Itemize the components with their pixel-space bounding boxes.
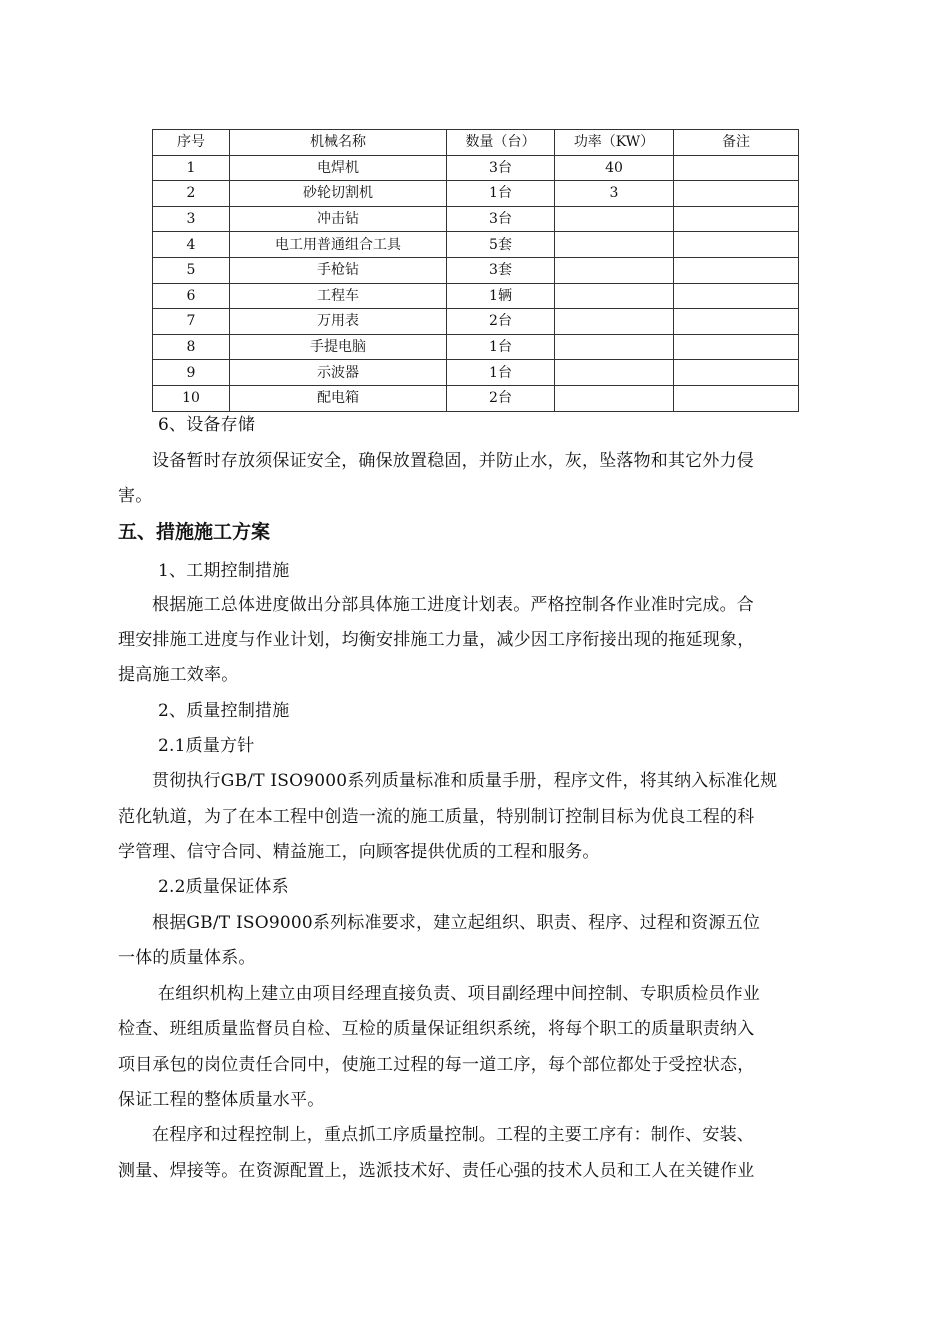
row-quantity: 1台 xyxy=(447,360,555,386)
row-index: 4 xyxy=(153,232,230,258)
subsection-title-schedule: 1、工期控制措施 xyxy=(158,561,290,581)
row-quantity: 5套 xyxy=(447,232,555,258)
paragraph-line: 在组织机构上建立由项目经理直接负责、项目副经理中间控制、专职质检员作业 xyxy=(158,984,760,1004)
row-machine-name: 配电箱 xyxy=(230,385,447,411)
paragraph-line: 设备暂时存放须保证安全，确保放置稳固，并防止水，灰，坠落物和其它外力侵 xyxy=(152,451,754,471)
sub-subsection-title: 2.1质量方针 xyxy=(158,736,255,756)
paragraph-line: 学管理、信守合同、精益施工，向顾客提供优质的工程和服务。 xyxy=(118,842,600,862)
table-row xyxy=(153,206,799,232)
header-power: 功率（KW） xyxy=(555,130,674,156)
row-machine-name: 手枪钻 xyxy=(230,257,447,283)
row-machine-name: 万用表 xyxy=(230,309,447,335)
section-title-storage: 6、设备存储 xyxy=(158,415,256,435)
paragraph-line: 提高施工效率。 xyxy=(118,665,239,685)
paragraph-line: 在程序和过程控制上，重点抓工序质量控制。工程的主要工序有：制作、安装、 xyxy=(152,1125,754,1145)
table-row xyxy=(153,309,799,335)
header-index: 序号 xyxy=(153,130,230,156)
row-power xyxy=(555,309,674,335)
row-power xyxy=(555,334,674,360)
row-remark xyxy=(674,181,799,207)
row-machine-name: 工程车 xyxy=(230,283,447,309)
table-row xyxy=(153,283,799,309)
table-row xyxy=(153,257,799,283)
row-index: 1 xyxy=(153,155,230,181)
row-machine-name: 冲击钻 xyxy=(230,206,447,232)
row-remark xyxy=(674,385,799,411)
table-row xyxy=(153,181,799,207)
row-index: 9 xyxy=(153,360,230,386)
row-machine-name: 电焊机 xyxy=(230,155,447,181)
row-quantity: 2台 xyxy=(447,309,555,335)
paragraph-line: 根据施工总体进度做出分部具体施工进度计划表。严格控制各作业准时完成。合 xyxy=(152,595,754,615)
paragraph-line: 害。 xyxy=(118,486,153,506)
table-body xyxy=(153,155,799,411)
row-remark xyxy=(674,206,799,232)
paragraph-line: 项目承包的岗位责任合同中，使施工过程的每一道工序，每个部位都处于受控状态， xyxy=(118,1055,755,1075)
row-remark xyxy=(674,283,799,309)
row-power xyxy=(555,283,674,309)
row-power: 3 xyxy=(555,181,674,207)
paragraph-line: 根据GB/T ISO9000系列标准要求，建立起组织、职责、程序、过程和资源五位 xyxy=(152,913,761,933)
row-remark xyxy=(674,232,799,258)
paragraph-line: 理安排施工进度与作业计划，均衡安排施工力量，减少因工序衔接出现的拖延现象， xyxy=(118,630,755,650)
table-row xyxy=(153,334,799,360)
row-quantity: 3台 xyxy=(447,155,555,181)
row-power xyxy=(555,257,674,283)
row-index: 10 xyxy=(153,385,230,411)
row-quantity: 1台 xyxy=(447,334,555,360)
paragraph-line: 一体的质量体系。 xyxy=(118,948,256,968)
header-machine-name: 机械名称 xyxy=(230,130,447,156)
row-machine-name: 砂轮切割机 xyxy=(230,181,447,207)
row-quantity: 3台 xyxy=(447,206,555,232)
row-power xyxy=(555,385,674,411)
subsection-title-quality: 2、质量控制措施 xyxy=(158,701,290,721)
table-row xyxy=(153,360,799,386)
row-index: 6 xyxy=(153,283,230,309)
row-remark xyxy=(674,155,799,181)
table-header-row xyxy=(153,130,799,156)
row-index: 8 xyxy=(153,334,230,360)
equipment-table xyxy=(152,129,799,412)
row-index: 3 xyxy=(153,206,230,232)
row-machine-name: 电工用普通组合工具 xyxy=(230,232,447,258)
table-row xyxy=(153,385,799,411)
paragraph-line: 检查、班组质量监督员自检、互检的质量保证组织系统，将每个职工的质量职责纳入 xyxy=(118,1019,755,1039)
row-index: 7 xyxy=(153,309,230,335)
row-remark xyxy=(674,334,799,360)
paragraph-line: 保证工程的整体质量水平。 xyxy=(118,1090,325,1110)
row-index: 5 xyxy=(153,257,230,283)
row-index: 2 xyxy=(153,181,230,207)
row-quantity: 2台 xyxy=(447,385,555,411)
paragraph-line: 测量、焊接等。在资源配置上，选派技术好、责任心强的技术人员和工人在关键作业 xyxy=(118,1161,755,1181)
row-power xyxy=(555,232,674,258)
row-quantity: 1台 xyxy=(447,181,555,207)
paragraph-line: 贯彻执行GB/T ISO9000系列质量标准和质量手册，程序文件，将其纳入标准化规 xyxy=(152,771,778,791)
sub-subsection-title: 2.2质量保证体系 xyxy=(158,877,289,897)
row-power: 40 xyxy=(555,155,674,181)
row-quantity: 1辆 xyxy=(447,283,555,309)
header-remark: 备注 xyxy=(674,130,799,156)
row-remark xyxy=(674,257,799,283)
paragraph-line: 范化轨道，为了在本工程中创造一流的施工质量，特别制订控制目标为优良工程的科 xyxy=(118,807,755,827)
row-quantity: 3套 xyxy=(447,257,555,283)
row-power xyxy=(555,206,674,232)
row-machine-name: 示波器 xyxy=(230,360,447,386)
row-machine-name: 手提电脑 xyxy=(230,334,447,360)
table-row xyxy=(153,155,799,181)
row-remark xyxy=(674,360,799,386)
table-row xyxy=(153,232,799,258)
row-power xyxy=(555,360,674,386)
row-remark xyxy=(674,309,799,335)
section-heading: 五、措施施工方案 xyxy=(118,521,271,543)
header-quantity: 数量（台） xyxy=(447,130,555,156)
